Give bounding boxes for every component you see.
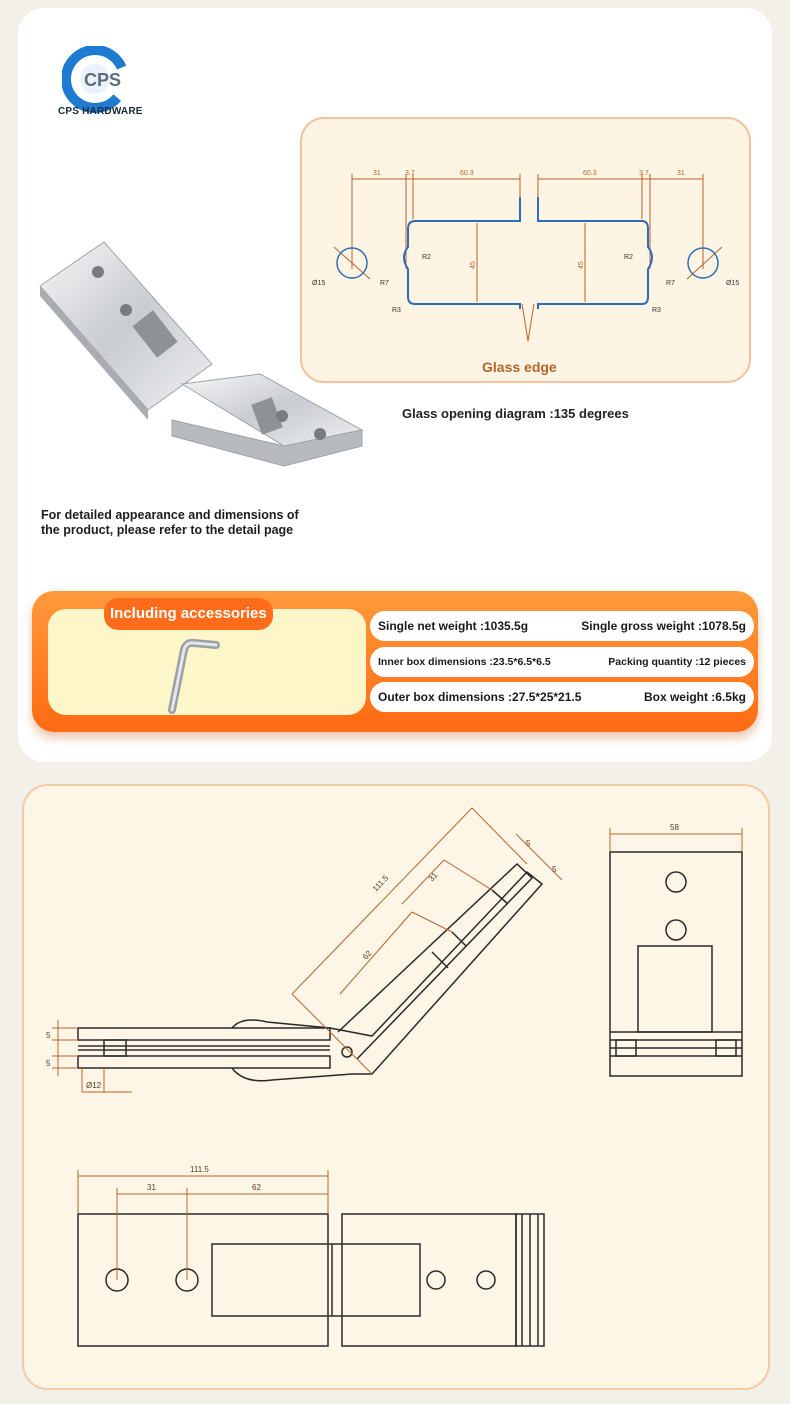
dim-45-right: 45: [578, 261, 585, 269]
dim-31-right: 31: [677, 170, 685, 177]
side-dim-5-c: 5: [526, 839, 531, 848]
top-view-dimensions: [78, 1170, 328, 1280]
box-weight: Box weight :6.5kg: [643, 690, 746, 704]
description-line-2: the product, please refer to the detail page: [41, 523, 294, 537]
diagram-caption: Glass opening diagram :135 degrees: [402, 406, 629, 421]
front-dim-58: 58: [670, 823, 679, 832]
label-dia15-right: Ø15: [726, 280, 740, 287]
net-weight: Single net weight :1035.5g: [378, 619, 529, 633]
side-dim-5-a: 5: [46, 1031, 51, 1040]
side-view-outline: [78, 864, 542, 1081]
allen-key-icon: [150, 630, 230, 720]
glass-edge-label: Glass edge: [482, 359, 557, 375]
side-dim-62: 62: [360, 948, 374, 962]
label-dia15-left: Ø15: [312, 280, 326, 287]
top-view-outline: [78, 1214, 544, 1346]
side-hole-dia: Ø12: [86, 1081, 102, 1090]
label-r7-right: R7: [666, 280, 675, 287]
dim-60-3-right: 60.3: [583, 170, 597, 177]
hinge-product-image: [32, 224, 372, 504]
side-dim-111-5: 111.5: [370, 873, 391, 894]
spec-outer-box-row: [370, 682, 754, 712]
dim-45-left: 45: [470, 261, 477, 269]
packing-quantity: Packing quantity :12 pieces: [608, 656, 746, 668]
gross-weight: Single gross weight :1078.5g: [581, 619, 746, 633]
description-line-1: For detailed appearance and dimensions of: [41, 508, 299, 522]
cutout-outline: [404, 197, 652, 309]
label-r2-right: R2: [624, 254, 633, 261]
outer-box-dimensions: Outer box dimensions :27.5*25*21.5: [378, 690, 582, 704]
dim-3-7-right: 3.7: [639, 170, 649, 177]
top-dim-31: 31: [147, 1183, 156, 1192]
label-r3-right: R3: [652, 307, 661, 314]
label-r3-left: R3: [392, 307, 401, 314]
side-dim-31: 31: [426, 870, 440, 884]
label-r7-left: R7: [380, 280, 389, 287]
accessories-title: Including accessories: [104, 598, 273, 630]
spec-weight-row: [370, 611, 754, 641]
technical-drawings: [22, 784, 770, 1390]
top-dim-111-5: 111.5: [190, 1165, 209, 1174]
product-description: [41, 508, 371, 538]
dim-60-3-left: 60.3: [460, 170, 474, 177]
label-r2-left: R2: [422, 254, 431, 261]
dim-31-left: 31: [373, 170, 381, 177]
side-dim-5-d: 5: [552, 865, 557, 874]
inner-box-dimensions: Inner box dimensions :23.5*6.5*6.5: [378, 656, 551, 668]
dim-3-7-left: 3.7: [405, 170, 415, 177]
side-dim-5-b: 5: [46, 1059, 51, 1068]
spec-inner-box-row: [370, 647, 754, 677]
brand-name: CPS HARDWARE: [58, 106, 143, 117]
logo-letters: CPS: [84, 70, 122, 90]
top-dim-62: 62: [252, 1183, 261, 1192]
front-view-outline: [610, 852, 742, 1076]
